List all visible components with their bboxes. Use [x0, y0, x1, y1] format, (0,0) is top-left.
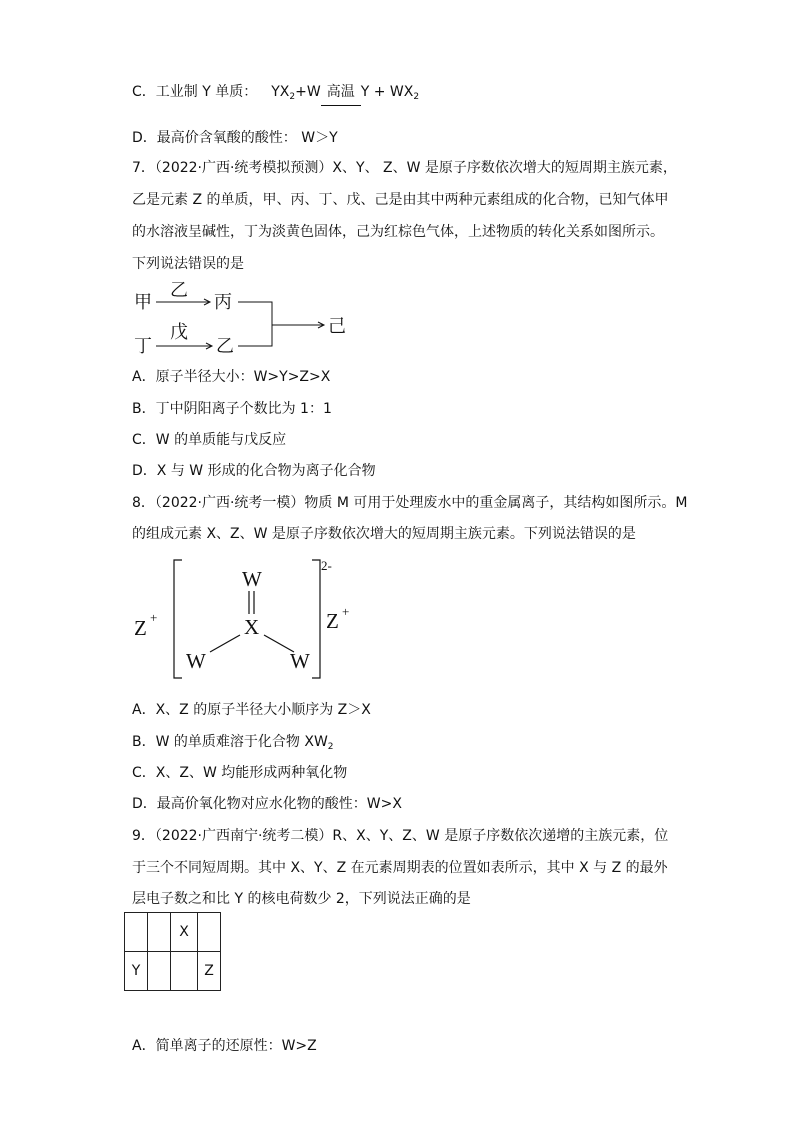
- q6-option-d: D．最高价含氧酸的酸性： W＞Y: [132, 130, 338, 146]
- q8-bracket-left: [174, 560, 182, 678]
- q6-option-c: C．工业制 Y 单质： $YX_2+W$ 高温 $Y + WX_2$: [132, 82, 419, 107]
- table-cell: Z: [198, 952, 221, 991]
- q7-option-b: B．丁中阴阳离子个数比为 1：1: [132, 401, 332, 417]
- q7-ji: 己: [328, 316, 346, 337]
- q8-bracket-right: [312, 560, 320, 678]
- table-row: [125, 913, 221, 952]
- q8-w-right: W: [290, 649, 310, 673]
- q7-stem-line4: 下列说法错误的是: [132, 256, 244, 272]
- q8-option-d: D．最高价氧化物对应水化物的酸性：W>X: [132, 796, 402, 812]
- q8-w-top: W: [242, 567, 262, 591]
- q7-option-d: D．X 与 W 形成的化合物为离子化合物: [132, 463, 376, 479]
- q7-wu-reagent: 戊: [170, 322, 188, 343]
- q6-option-c-prefix: C．工业制 Y 单质：: [132, 84, 258, 100]
- q8-x-center: X: [244, 615, 260, 639]
- q9-stem-line2: 于三个不同短周期。其中 X、Y、Z 在元素周期表的位置如表所示，其中 X 与 Z 的最外: [132, 860, 668, 876]
- q8-z-left: Z: [134, 616, 147, 640]
- q9-stem-line1: 9．（2022·广西南宁·统考二模）R、X、Y、Z、W 是原子序数依次递增的主族元素，位: [132, 828, 669, 844]
- q7-stem-line1: 7．（2022·广西·统考模拟预测）X、Y、 Z、W 是原子序数依次增大的短周期主族元素，: [132, 160, 677, 176]
- q8-bond-left: [210, 635, 240, 652]
- table-cell: [125, 913, 148, 952]
- q7-jia: 甲: [134, 292, 152, 313]
- q8-z-right-charge: +: [342, 604, 350, 619]
- table-cell: [198, 913, 221, 952]
- q7-stem-line3: 的水溶液呈碱性，丁为淡黄色固体，己为红棕色气体，上述物质的转化关系如图所示。: [132, 224, 664, 240]
- q7-option-c: C．W 的单质能与戊反应: [132, 432, 287, 448]
- q9-option-a: A．简单离子的还原性：W>Z: [132, 1038, 317, 1054]
- q7-ding: 丁: [134, 336, 152, 357]
- q8-stem-line2: 的组成元素 X、Z、W 是原子序数依次增大的短周期主族元素。下列说法错误的是: [132, 526, 636, 542]
- table-cell: [171, 952, 198, 991]
- q8-option-b: B．W 的单质难溶于化合物 $XW_2$: [132, 734, 334, 752]
- q8-stem-line1: 8．（2022·广西·统考一模）物质 M 可用于处理废水中的重金属离子，其结构如图所示。M: [132, 495, 688, 511]
- q7-stem-line2: 乙是元素 Z 的单质，甲、丙、丁、戊、己是由其中两种元素组成的化合物，已知气体甲: [132, 192, 669, 208]
- q8-z-right: Z: [326, 609, 339, 633]
- table-cell: [148, 913, 171, 952]
- q7-yi-product: 乙: [216, 336, 234, 357]
- q6-formula-reactant: $YX_2+W$: [271, 84, 321, 102]
- q8-z-left-charge: +: [150, 610, 158, 625]
- table-cell: Y: [125, 952, 148, 991]
- table-cell: [148, 952, 171, 991]
- q7-bing: 丙: [214, 292, 232, 313]
- q7-yi-reagent: 乙: [170, 280, 188, 301]
- q8-bond-right: [264, 635, 294, 652]
- q9-periodic-table: [124, 912, 221, 991]
- q7-bracket: [238, 302, 272, 346]
- q6-formula-product: $Y + WX_2$: [360, 84, 420, 102]
- q7-conversion-diagram: [128, 280, 388, 360]
- table-cell: X: [171, 913, 198, 952]
- q8-ion-charge: 2-: [321, 558, 332, 573]
- q8-option-c: C．X、Z、W 均能形成两种氧化物: [132, 765, 348, 781]
- q9-stem-line3: 层电子数之和比 Y 的核电荷数少 2，下列说法正确的是: [132, 891, 471, 907]
- table-row: [125, 952, 221, 991]
- q8-structure-diagram: [130, 558, 370, 688]
- q7-option-a: A．原子半径大小：W>Y>Z>X: [132, 369, 331, 385]
- q8-w-left: W: [186, 649, 206, 673]
- q8-option-a: A．X、Z 的原子半径大小顺序为 Z＞X: [132, 702, 371, 718]
